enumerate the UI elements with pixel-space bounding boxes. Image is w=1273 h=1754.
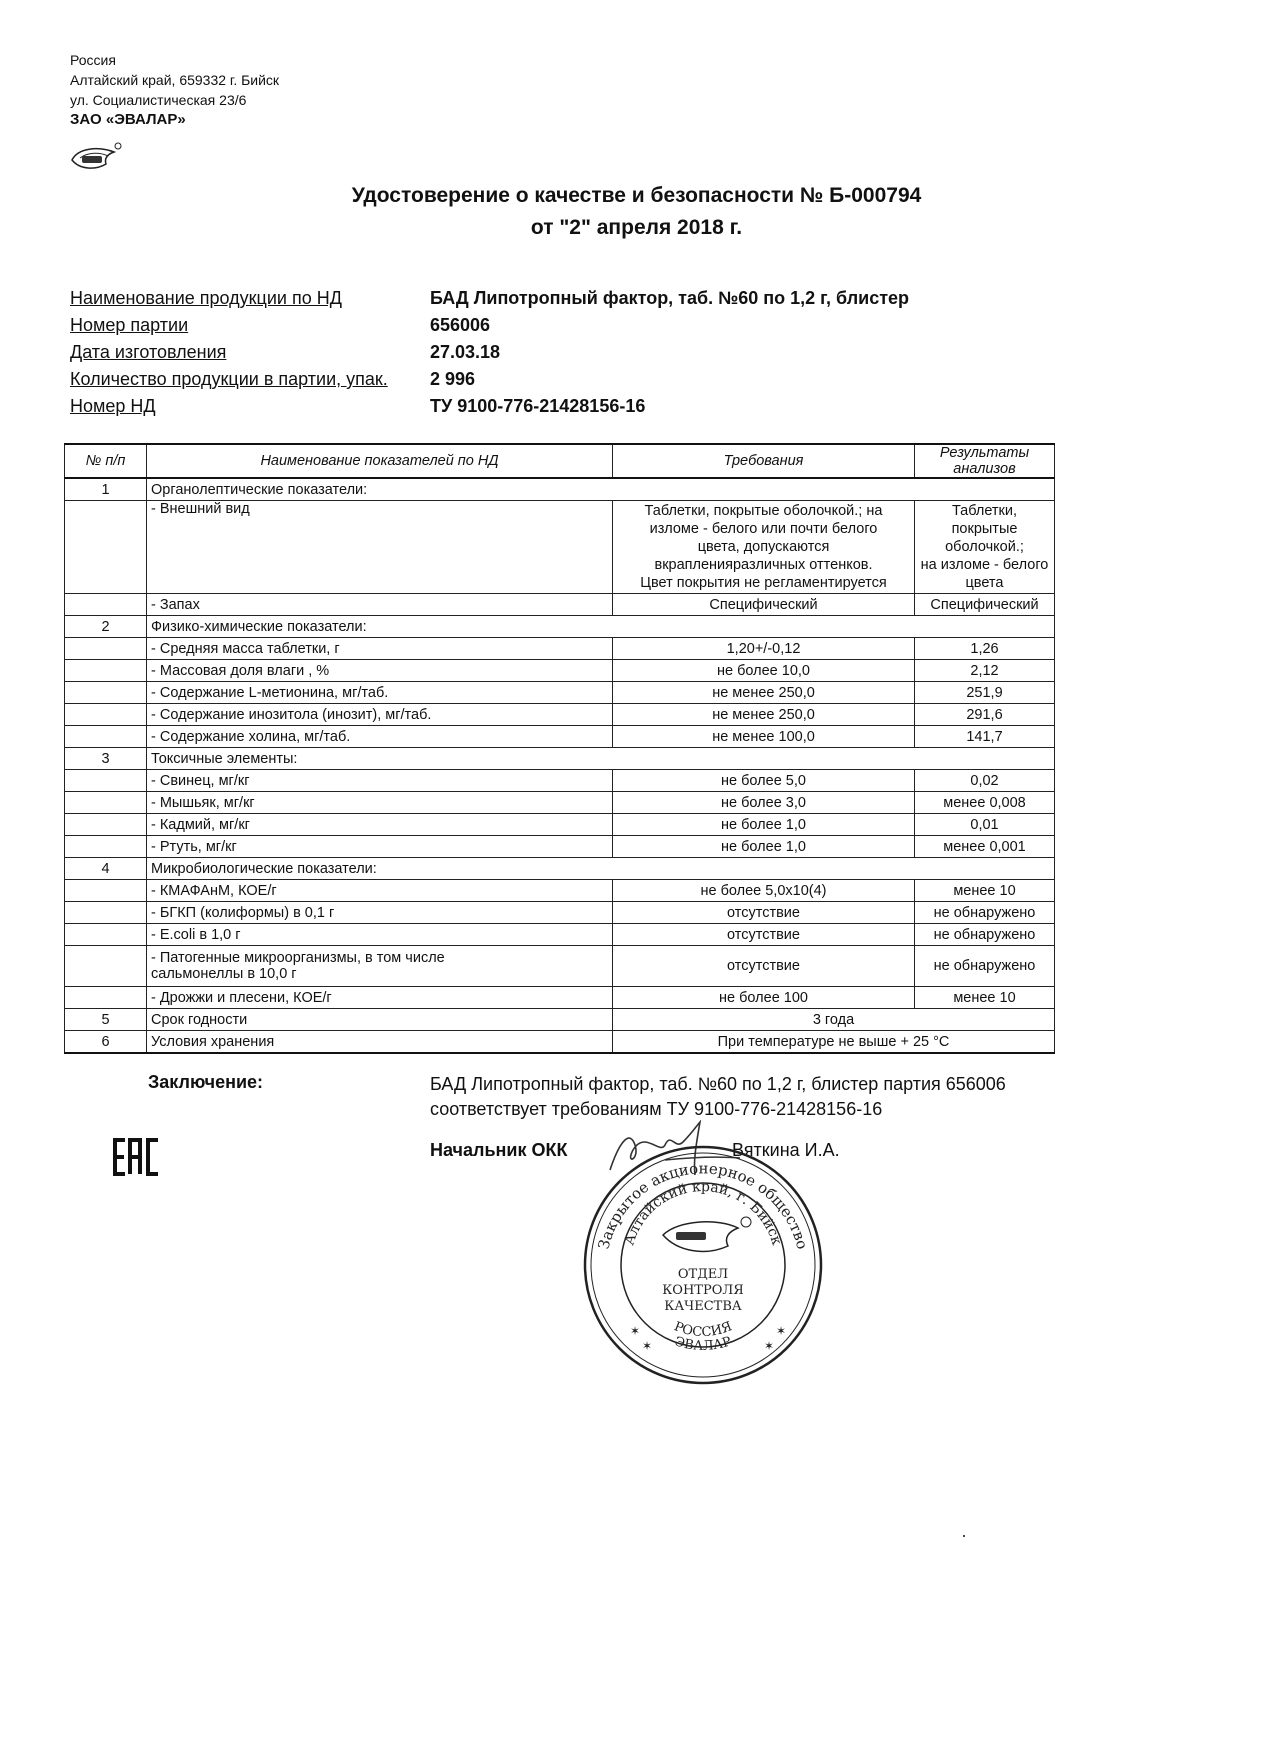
group-title: Физико-химические показатели:: [147, 616, 1055, 638]
table-group-row: [65, 748, 1055, 770]
table-row: [65, 682, 1055, 704]
group-number: 6: [65, 1031, 147, 1054]
table-row: [65, 946, 1055, 987]
indicator-name: Условия хранения: [147, 1031, 613, 1054]
column-header: Результаты анализов: [915, 444, 1055, 478]
empty-cell: [65, 682, 147, 704]
quality-table: [64, 443, 1055, 1054]
empty-cell: [65, 987, 147, 1009]
table-row: [65, 1009, 1055, 1031]
info-label: Наименование продукции по НД: [70, 288, 342, 308]
indicator-name: - Ртуть, мг/кг: [147, 836, 613, 858]
info-label: Количество продукции в партии, упак.: [70, 369, 388, 389]
result-line: на изломе - белого цвета: [920, 557, 1049, 591]
info-value: 656006: [430, 315, 491, 335]
requirement-cell: 1,20+/-0,12: [613, 638, 915, 660]
table-row: [65, 501, 1055, 594]
requirement-cell: отсутствие: [613, 902, 915, 924]
table-row: [65, 704, 1055, 726]
table-row: [65, 814, 1055, 836]
indicator-name: - Содержание холина, мг/таб.: [147, 726, 613, 748]
empty-cell: [65, 660, 147, 682]
group-number: 5: [65, 1009, 147, 1031]
column-header: Требования: [613, 444, 915, 478]
requirement-cell: отсутствие: [613, 924, 915, 946]
indicator-name: - Дрожжи и плесени, КОЕ/г: [147, 987, 613, 1009]
column-header: Наименование показателей по НД: [147, 444, 613, 478]
indicator-name: - Запах: [147, 594, 613, 616]
result-cell: не обнаружено: [915, 946, 1055, 987]
empty-cell: [65, 924, 147, 946]
empty-cell: [65, 594, 147, 616]
organization-name: ЗАО «ЭВАЛАР»: [70, 111, 186, 128]
indicator-name: Срок годности: [147, 1009, 613, 1031]
info-value: 27.03.18: [430, 342, 501, 362]
indicator-name: - E.coli в 1,0 г: [147, 924, 613, 946]
empty-cell: [65, 836, 147, 858]
conclusion-text: [430, 1072, 1110, 1122]
star-icon: ✶: [764, 1339, 775, 1353]
result-cell: 0,01: [915, 814, 1055, 836]
empty-cell: [65, 814, 147, 836]
requirement-cell: не менее 250,0: [613, 682, 915, 704]
stamp-bottom-text: РОССИЯ: [671, 1319, 735, 1341]
requirement-line: Таблетки, покрытые оболочкой.; на: [644, 503, 883, 519]
address-line: ул. Социалистическая 23/6: [70, 92, 247, 108]
indicator-name: - Средняя масса таблетки, г: [147, 638, 613, 660]
group-number: 3: [65, 748, 147, 770]
requirement-cell: не более 100: [613, 987, 915, 1009]
empty-cell: [65, 946, 147, 987]
stamp-center-line: КОНТРОЛЯ: [662, 1283, 744, 1298]
requirement-cell: не более 1,0: [613, 814, 915, 836]
requirement-line: изломе - белого или почти белого: [649, 521, 878, 537]
requirement-cell: не более 5,0х10(4): [613, 880, 915, 902]
scan-speck: [963, 1535, 965, 1537]
table-row: [65, 594, 1055, 616]
info-label: Дата изготовления: [70, 342, 227, 362]
indicator-name: - Содержание инозитола (инозит), мг/таб.: [147, 704, 613, 726]
indicator-line: сальмонеллы в 10,0 г: [151, 966, 297, 982]
stamp-center-line: КАЧЕСТВА: [664, 1299, 742, 1314]
table-group-row: [65, 616, 1055, 638]
table-row: [65, 1031, 1055, 1054]
requirement-line: цвета, допускаются: [697, 539, 830, 555]
star-icon: ✶: [642, 1339, 653, 1353]
indicator-name: - КМАФАнМ, КОЕ/г: [147, 880, 613, 902]
star-icon: ✶: [776, 1324, 787, 1338]
requirement-line: вкрапленияразличных оттенков.: [654, 557, 873, 573]
empty-cell: [65, 501, 147, 594]
indicator-name: - Мышьяк, мг/кг: [147, 792, 613, 814]
group-number: 4: [65, 858, 147, 880]
requirement-cell: [613, 501, 915, 594]
result-cell: Специфический: [915, 594, 1055, 616]
conclusion-line: БАД Липотропный фактор, таб. №60 по 1,2 г, блистер партия 656006: [430, 1074, 1006, 1094]
evalar-logo-icon: [68, 140, 124, 174]
table-row: [65, 924, 1055, 946]
table-row: [65, 836, 1055, 858]
group-number: 1: [65, 478, 147, 501]
empty-cell: [65, 704, 147, 726]
requirement-cell: не более 1,0: [613, 836, 915, 858]
title-line: Удостоверение о качестве и безопасности № Б-000794: [351, 184, 922, 207]
group-title: Микробиологические показатели:: [147, 858, 1055, 880]
table-header-row: [65, 444, 1055, 478]
group-title: Токсичные элементы:: [147, 748, 1055, 770]
requirement-line: Цвет покрытия не регламентируется: [640, 575, 887, 591]
result-cell: 0,02: [915, 770, 1055, 792]
indicator-name: - БГКП (колиформы) в 0,1 г: [147, 902, 613, 924]
empty-cell: [65, 638, 147, 660]
result-cell: менее 0,001: [915, 836, 1055, 858]
certificate-title: [0, 180, 1273, 244]
empty-cell: [65, 726, 147, 748]
stamp-center-line: ОТДЕЛ: [677, 1267, 729, 1282]
table-group-row: [65, 478, 1055, 501]
address-line: Россия: [70, 52, 116, 68]
table-row: [65, 638, 1055, 660]
company-stamp: [578, 1140, 828, 1390]
info-value: 2 996: [430, 369, 476, 389]
empty-cell: [65, 770, 147, 792]
group-number: 2: [65, 616, 147, 638]
group-title: Органолептические показатели:: [147, 478, 1055, 501]
table-row: [65, 792, 1055, 814]
result-cell: не обнаружено: [915, 902, 1055, 924]
title-date: от "2" апреля 2018 г.: [530, 216, 743, 239]
empty-cell: [65, 902, 147, 924]
star-icon: ✶: [630, 1324, 641, 1338]
info-label: Номер партии: [70, 315, 189, 335]
table-row: [65, 880, 1055, 902]
table-group-row: [65, 858, 1055, 880]
result-cell: 291,6: [915, 704, 1055, 726]
indicator-name: - Свинец, мг/кг: [147, 770, 613, 792]
stamp-outer-text: Закрытое акционерное общество: [594, 1159, 812, 1252]
requirement-cell: не более 5,0: [613, 770, 915, 792]
result-cell: 141,7: [915, 726, 1055, 748]
signatory-name: Вяткина И.А.: [732, 1140, 840, 1160]
conclusion-label: Заключение:: [148, 1072, 264, 1092]
address-line: Алтайский край, 659332 г. Бийск: [70, 72, 280, 88]
conclusion-line: соответствует требованиям ТУ 9100-776-21428156-16: [430, 1099, 883, 1119]
empty-cell: [65, 880, 147, 902]
result-cell: 3 года: [613, 1009, 1055, 1031]
stamp-bottom-text: ЭВАЛАР: [672, 1334, 734, 1354]
indicator-name: - Внешний вид: [147, 501, 613, 594]
indicator-name: [147, 946, 613, 987]
info-value: ТУ 9100-776-21428156-16: [430, 396, 646, 416]
table-row: [65, 987, 1055, 1009]
indicator-name: - Содержание L-метионина, мг/таб.: [147, 682, 613, 704]
column-header: № п/п: [65, 444, 147, 478]
indicator-name: - Массовая доля влаги , %: [147, 660, 613, 682]
table-row: [65, 660, 1055, 682]
result-cell: менее 10: [915, 987, 1055, 1009]
stamp-inner-text: Алтайский край, г. Бийск: [621, 1179, 785, 1248]
result-cell: 1,26: [915, 638, 1055, 660]
sender-address: [70, 50, 279, 130]
requirement-cell: не менее 100,0: [613, 726, 915, 748]
result-cell: 251,9: [915, 682, 1055, 704]
result-cell: 2,12: [915, 660, 1055, 682]
indicator-line: - Патогенные микроорганизмы, в том числе: [151, 950, 445, 966]
requirement-cell: не менее 250,0: [613, 704, 915, 726]
table-row: [65, 902, 1055, 924]
requirement-cell: не более 10,0: [613, 660, 915, 682]
indicator-name: - Кадмий, мг/кг: [147, 814, 613, 836]
empty-cell: [65, 792, 147, 814]
result-cell: [915, 501, 1055, 594]
result-cell: не обнаружено: [915, 924, 1055, 946]
eac-mark-icon: [112, 1138, 162, 1176]
requirement-cell: не более 3,0: [613, 792, 915, 814]
info-label: Номер НД: [70, 396, 156, 416]
result-cell: менее 10: [915, 880, 1055, 902]
result-cell: При температуре не выше + 25 °С: [613, 1031, 1055, 1054]
requirement-cell: Специфический: [613, 594, 915, 616]
info-value: БАД Липотропный фактор, таб. №60 по 1,2 г, блистер: [430, 288, 910, 308]
table-row: [65, 726, 1055, 748]
signatory-position: Начальник ОКК: [430, 1140, 568, 1160]
table-row: [65, 770, 1055, 792]
result-cell: менее 0,008: [915, 792, 1055, 814]
result-line: Таблетки, покрытые оболочкой.;: [945, 503, 1024, 555]
requirement-cell: отсутствие: [613, 946, 915, 987]
